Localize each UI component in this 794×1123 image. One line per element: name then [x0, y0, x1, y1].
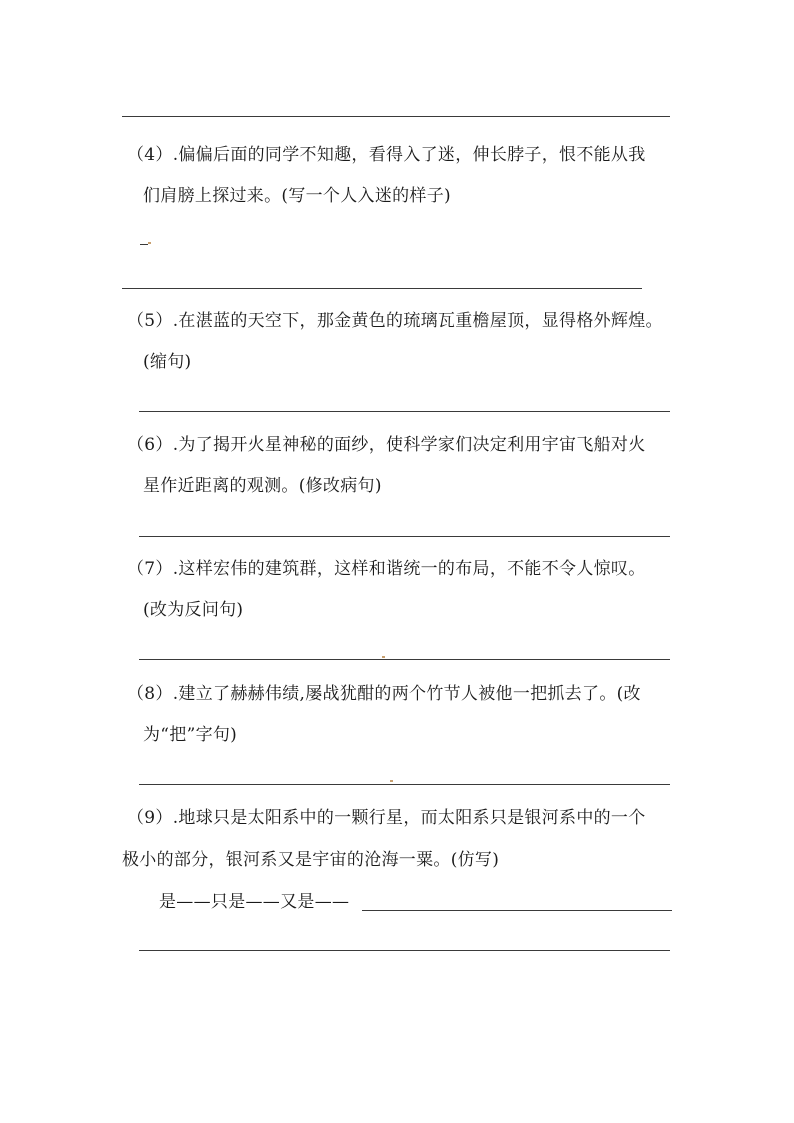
item-9-line-2: 极小的部分，银河系又是宇宙的沧海一粟。(仿写) — [122, 850, 500, 870]
item-4-number: （4）. — [127, 145, 179, 165]
item-9-line-1 — [127, 806, 646, 830]
item-7-line-2: (改为反问句) — [143, 600, 244, 620]
item-5-line-2: (缩句) — [143, 352, 192, 372]
item-7-answer-line[interactable] — [139, 659, 670, 660]
item-9-text-1: 地球只是太阳系中的一颗行星，而太阳系只是银河系中的一个 — [178, 808, 646, 828]
item-4-mark — [148, 242, 151, 244]
item-4-answer-line[interactable] — [122, 288, 642, 289]
item-9-answer-line-2[interactable] — [139, 950, 670, 951]
item-9-number: （9）. — [127, 808, 179, 828]
item-6-answer-line[interactable] — [139, 536, 670, 537]
item-6-line-1 — [127, 433, 646, 457]
item-5-text-1: 在湛蓝的天空下，那金黄色的琉璃瓦重檐屋顶，显得格外辉煌。 — [178, 311, 663, 331]
answer-line-top[interactable] — [122, 116, 670, 117]
item-8-line-2: 为“把”字句) — [143, 725, 238, 745]
item-6-line-2: 星作近距离的观测。(修改病句) — [143, 476, 382, 496]
item-9-pattern: 是——只是——又是—— — [159, 892, 350, 912]
item-4-line-1 — [127, 143, 646, 167]
item-5-line-1 — [127, 309, 663, 333]
item-4-text-1: 偏偏后面的同学不知趣，看得入了迷，伸长脖子，恨不能从我 — [178, 145, 646, 165]
item-6-number: （6）. — [127, 435, 179, 455]
item-5-answer-line[interactable] — [139, 411, 670, 412]
item-7-mark — [382, 656, 385, 658]
item-8-line-1 — [127, 682, 641, 706]
item-5-number: （5）. — [127, 311, 179, 331]
item-7-number: （7）. — [127, 559, 179, 579]
item-8-answer-line[interactable] — [139, 784, 670, 785]
item-8-mark — [390, 780, 393, 782]
item-9-answer-line-1[interactable] — [362, 910, 672, 911]
item-8-text-1: 建立了赫赫伟绩,屡战犹酣的两个竹节人被他一把抓去了。(改 — [178, 684, 641, 704]
item-4-line-2: 们肩膀上探过来。(写一个人入迷的样子) — [143, 186, 451, 206]
item-4-short-dash — [140, 244, 148, 245]
item-7-line-1 — [127, 557, 646, 581]
item-8-number: （8）. — [127, 684, 179, 704]
item-6-text-1: 为了揭开火星神秘的面纱，使科学家们决定利用宇宙飞船对火 — [178, 435, 646, 455]
item-7-text-1: 这样宏伟的建筑群，这样和谐统一的布局，不能不令人惊叹。 — [178, 559, 646, 579]
